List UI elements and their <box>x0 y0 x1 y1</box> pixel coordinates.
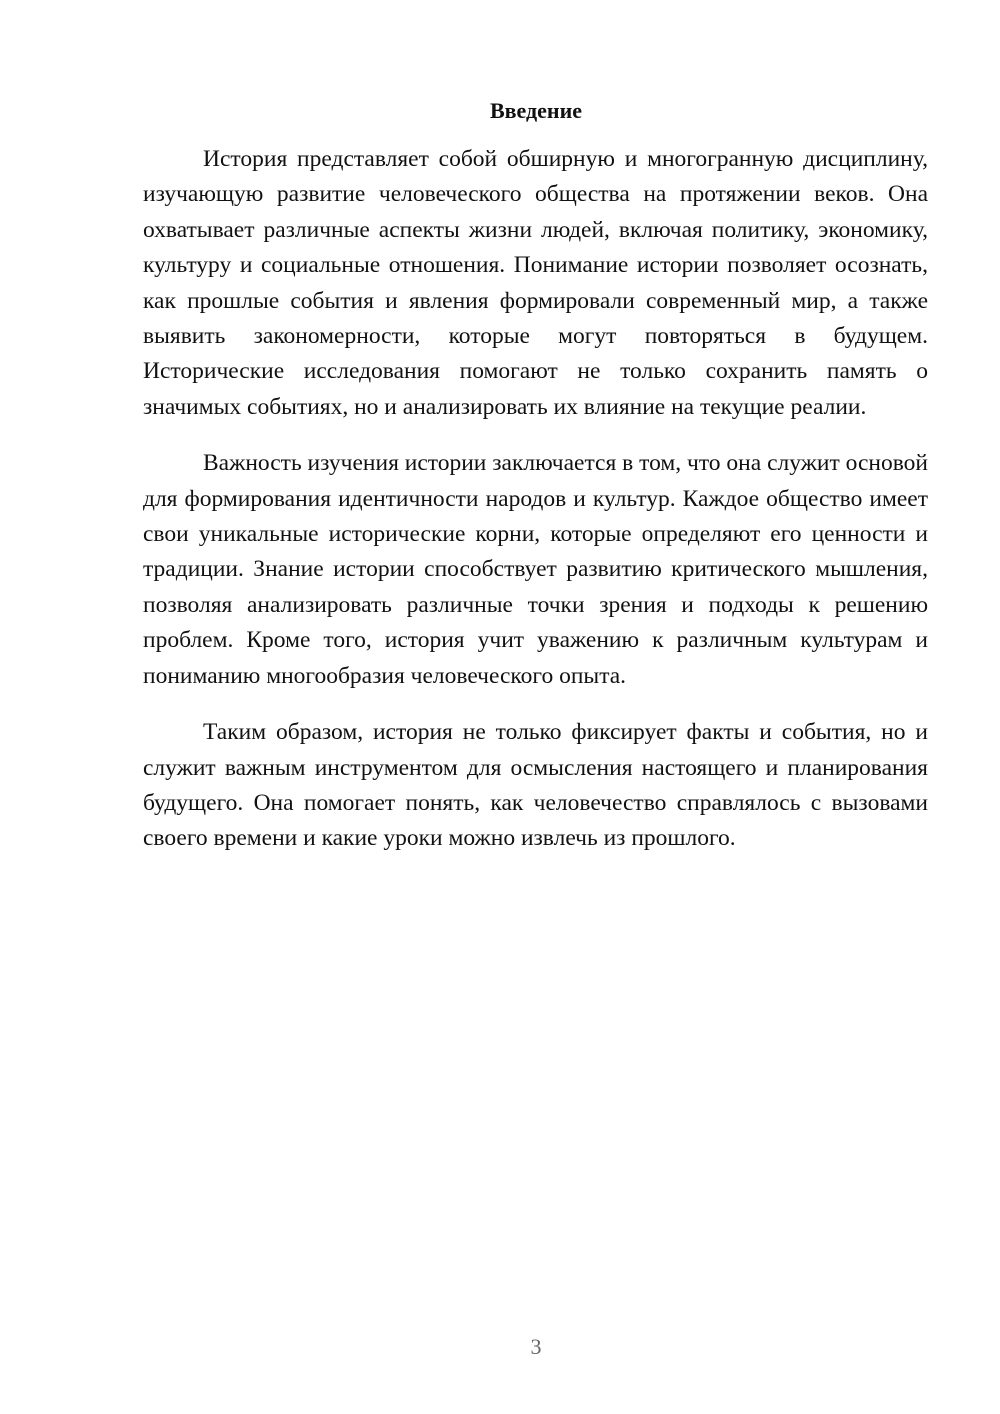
document-body <box>143 142 928 878</box>
paragraph-1: История представляет собой обширную и многогранную дисциплину, изучающую развитие человеческого общества на протяжении веков. Она охватывает различные аспекты жизни людей, включая политику, экономику, культуру и социальные отношения. Понимание истории позволяет осознать, как прошлые события и явления формировали современный мир, а также выявить закономерности, которые могут повторяться в будущем. Исторические исследования помогают не только сохранить память о значимых событиях, но и анализировать их влияние на текущие реалии. <box>143 146 928 420</box>
page-title: Введение <box>489 98 583 123</box>
paragraph-3: Таким образом, история не только фиксирует факты и события, но и служит важным инструментом для осмысления настоящего и планирования будущего. Она помогает понять, как человечество справлялось с вызовами своего времени и какие уроки можно извлечь из прошлого. <box>143 719 928 852</box>
paragraph-2: Важность изучения истории заключается в том, что она служит основой для формирования идентичности народов и культур. Каждое общество имеет свои уникальные исторические корни, которые определяют его ценности и традиции. Знание истории способствует развитию критического мышления, позволяя анализировать различные точки зрения и подходы к решению проблем. Кроме того, история учит уважению к различным культурам и пониманию многообразия человеческого опыта. <box>143 450 928 689</box>
page-number: 3 <box>530 1334 542 1359</box>
